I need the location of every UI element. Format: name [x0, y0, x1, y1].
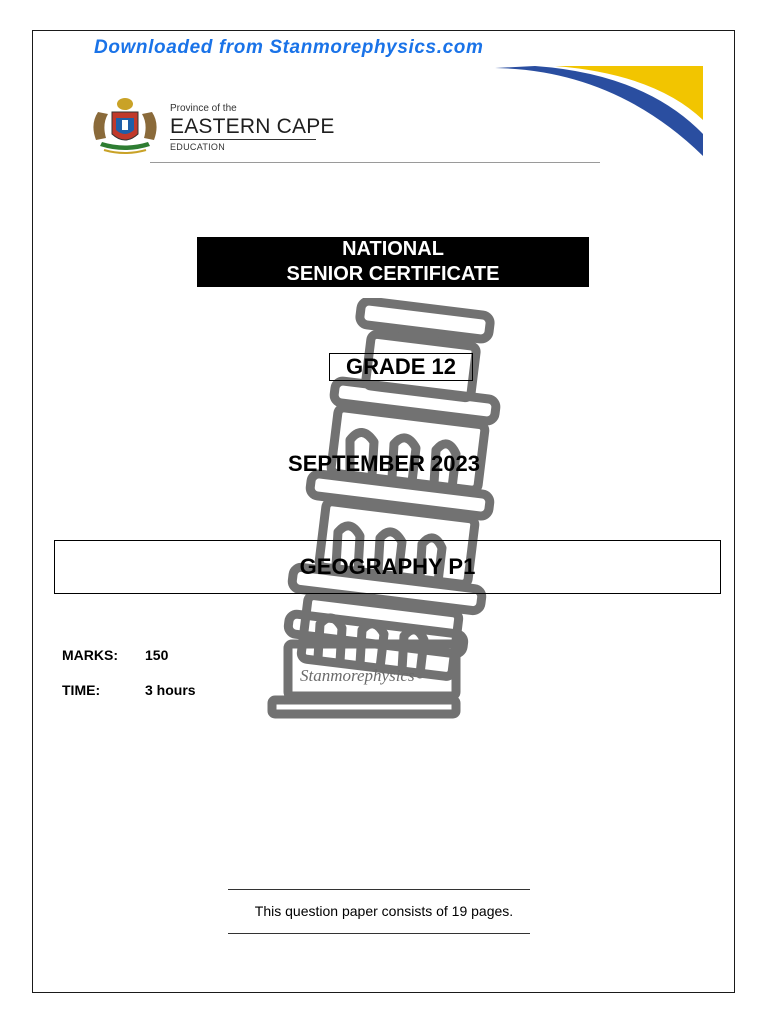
header-divider — [150, 162, 600, 163]
time-label: TIME: — [62, 682, 101, 698]
marks-label: MARKS: — [62, 647, 118, 663]
page-count-note: This question paper consists of 19 pages. — [254, 903, 514, 919]
nsc-title-line2: SENIOR CERTIFICATE — [286, 263, 500, 285]
footer-top-rule — [228, 889, 530, 890]
time-value: 3 hours — [145, 682, 196, 698]
logo-divider — [170, 139, 316, 140]
grade-label: GRADE 12 — [329, 353, 473, 381]
subject-title: GEOGRAPHY P1 — [299, 554, 476, 579]
nsc-title-line1: NATIONAL — [342, 238, 444, 260]
logo-education-label: EDUCATION — [170, 142, 226, 152]
footer-bottom-rule — [228, 933, 530, 934]
watermark-label: Stanmorephysics — [300, 666, 415, 685]
marks-value: 150 — [145, 647, 169, 663]
logo-eastern-cape-label: EASTERN CAPE — [170, 115, 335, 138]
exam-date: SEPTEMBER 2023 — [288, 451, 480, 476]
coat-of-arms-icon — [86, 94, 164, 156]
nsc-title-box — [197, 237, 589, 287]
header-swoosh-graphic — [495, 64, 707, 158]
download-banner-link[interactable]: Downloaded from Stanmorephysics.com — [94, 37, 484, 58]
subject-title-box — [54, 540, 721, 594]
logo-province-label: Province of the — [170, 103, 237, 114]
eastern-cape-logo-text — [170, 104, 335, 152]
